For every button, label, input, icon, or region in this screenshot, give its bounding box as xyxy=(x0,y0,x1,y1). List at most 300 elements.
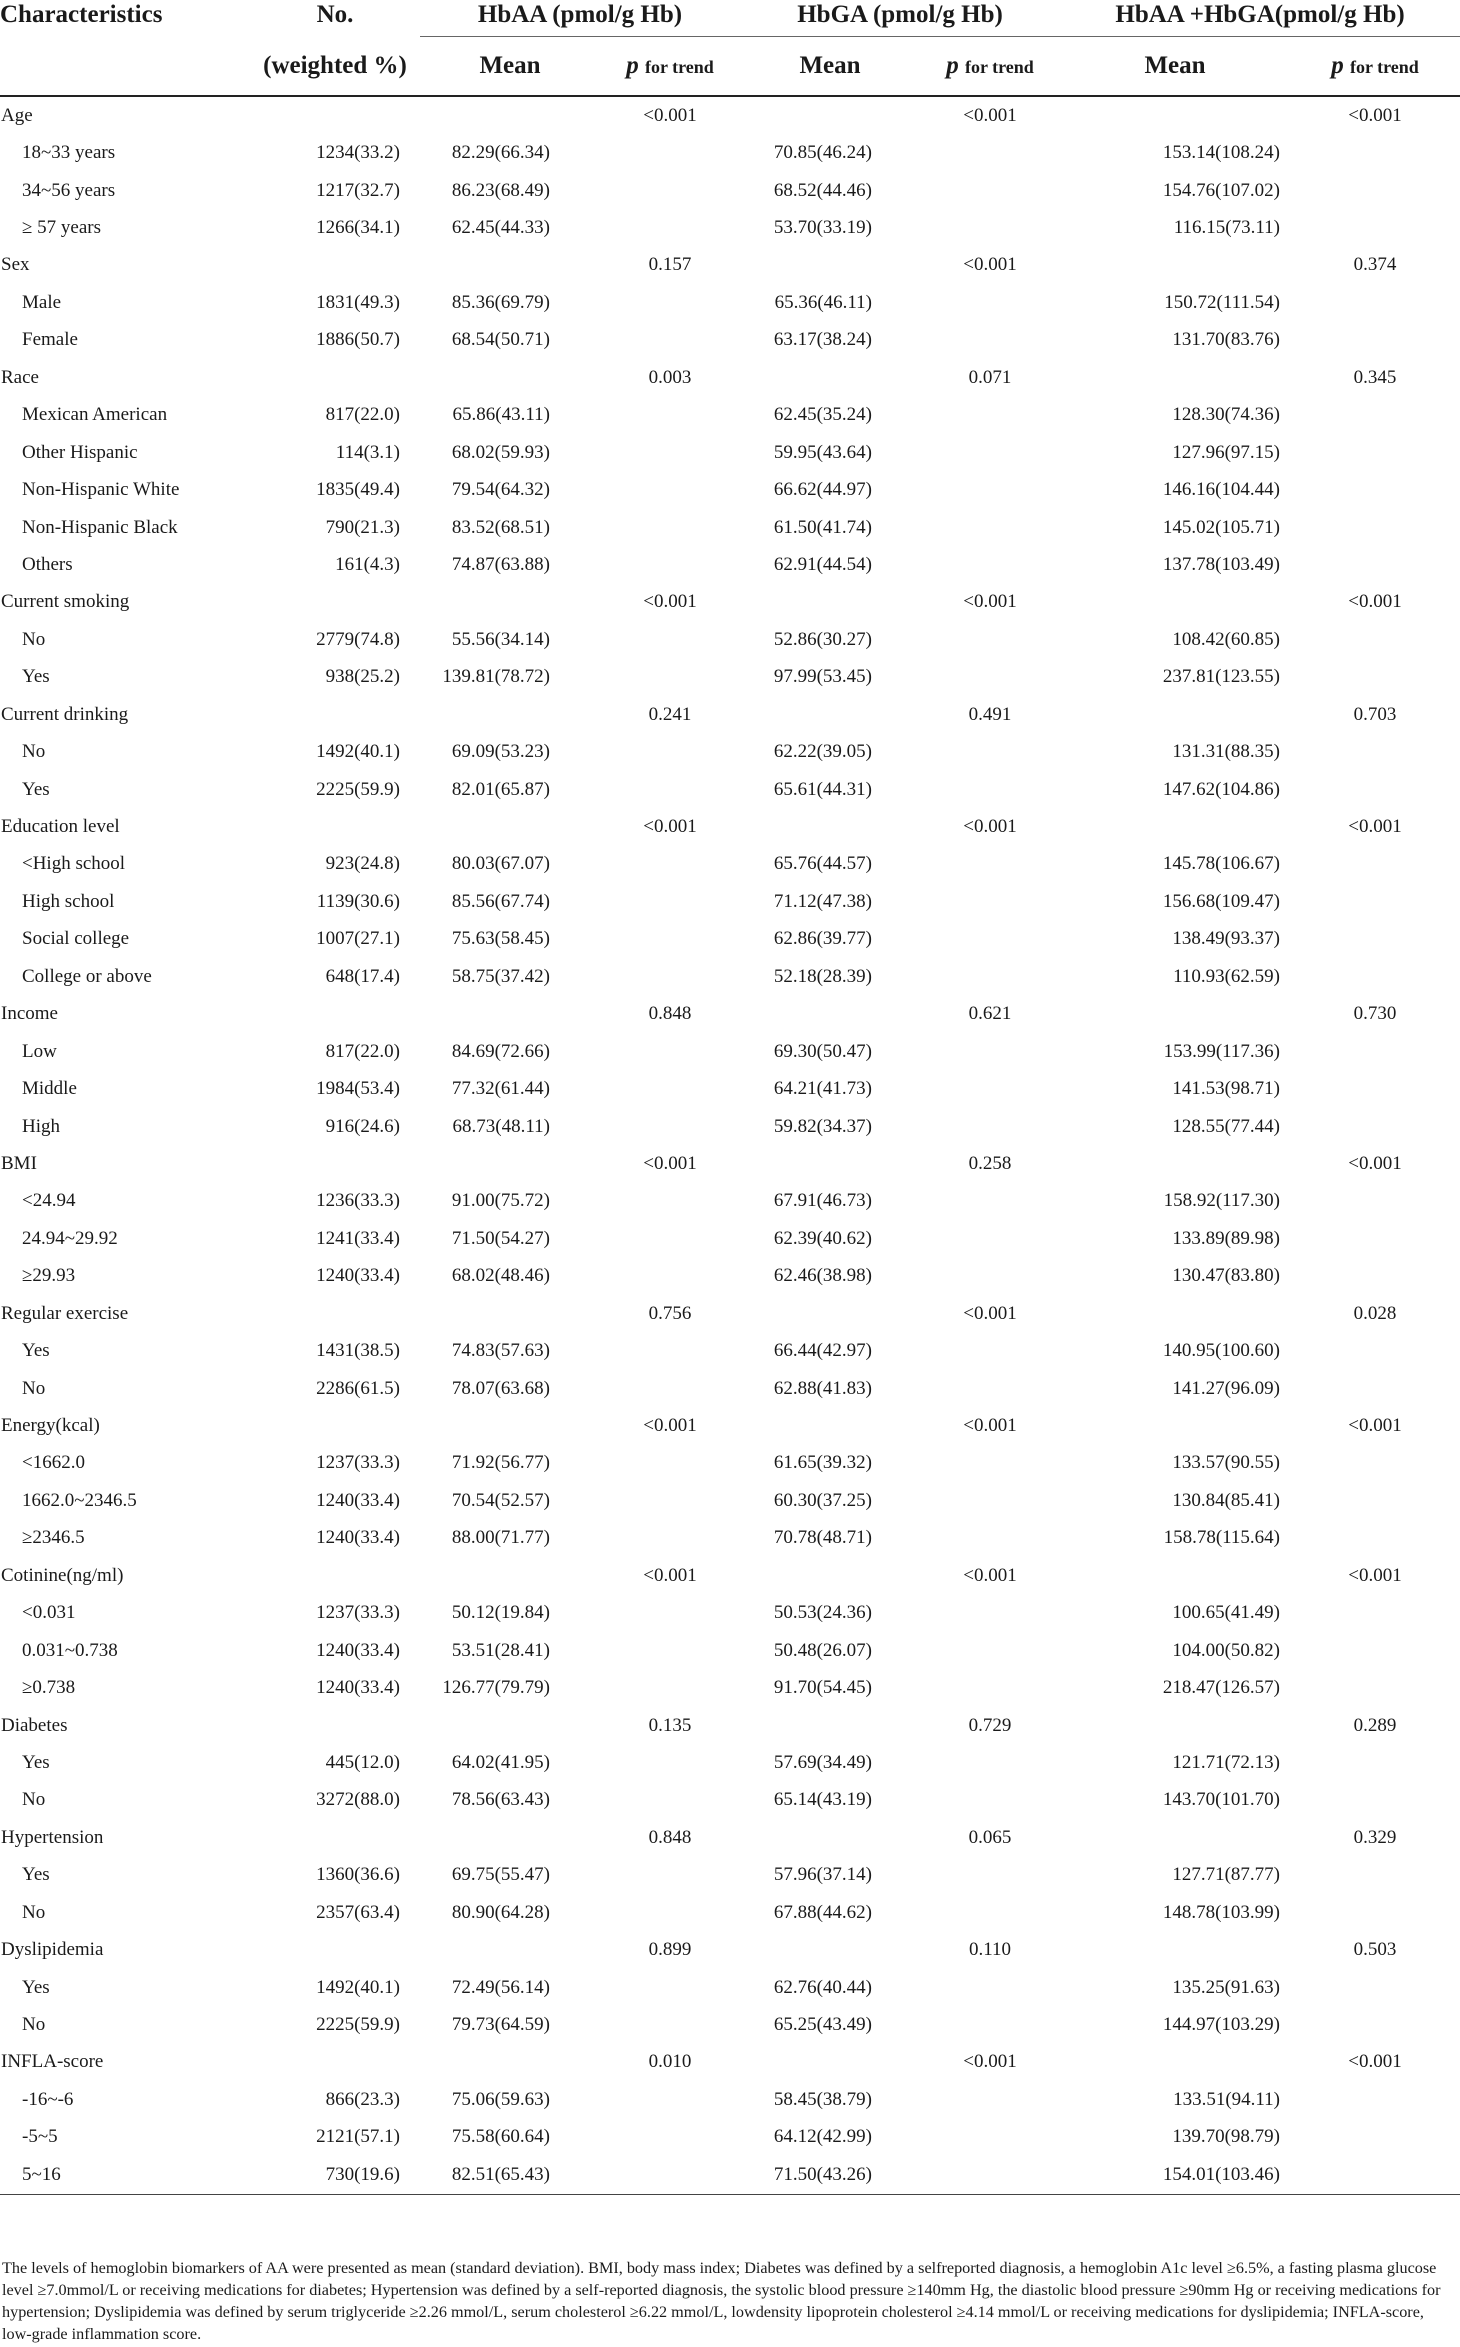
sum-p-cell xyxy=(1290,1258,1460,1295)
hbaa-p-cell xyxy=(600,1220,740,1257)
hbaa-mean-cell: 80.90(64.28) xyxy=(451,1901,550,1923)
table-row xyxy=(0,172,1460,209)
table-row xyxy=(0,958,1460,995)
sum-p-cell: <0.001 xyxy=(1348,816,1402,838)
sum-p-cell xyxy=(1290,921,1460,958)
hbga-mean-cell: 66.62(44.97) xyxy=(773,479,873,501)
sum-mean-cell: 130.47(83.80) xyxy=(1172,1265,1281,1287)
hbaa-p-cell: <0.001 xyxy=(643,1152,697,1174)
table-row xyxy=(0,1894,1460,1931)
hbaa-mean-cell: 69.09(53.23) xyxy=(451,741,550,763)
no-cell: 648(17.4) xyxy=(325,965,400,987)
header-row-1 xyxy=(0,0,1460,37)
hbaa-p-cell xyxy=(600,733,740,770)
sum-mean-cell: 127.71(87.77) xyxy=(1172,1864,1281,1886)
sum-mean-cell: 108.42(60.85) xyxy=(1172,628,1281,650)
hbga-mean-cell: 59.82(34.37) xyxy=(773,1115,873,1137)
no-cell: 1886(50.7) xyxy=(316,329,400,351)
sum-p-cell xyxy=(1290,546,1460,583)
hbga-mean-cell: 62.39(40.62) xyxy=(773,1227,873,1249)
hbga-p-cell xyxy=(920,1370,1060,1407)
hbga-p-cell: 0.065 xyxy=(968,1826,1012,1848)
hbaa-p-cell: <0.001 xyxy=(643,104,697,126)
row-label: Middle xyxy=(22,1078,77,1100)
hbga-mean-cell xyxy=(740,2044,920,2081)
no-cell xyxy=(250,584,420,621)
hbga-mean-cell: 62.86(39.77) xyxy=(773,928,873,950)
hbga-p-cell: <0.001 xyxy=(963,816,1017,838)
row-label: Current smoking xyxy=(1,591,130,613)
hbga-p-cell xyxy=(920,1520,1060,1557)
hbaa-mean-cell: 53.51(28.41) xyxy=(451,1639,550,1661)
hbga-p-cell xyxy=(920,1108,1060,1145)
no-cell xyxy=(250,1407,420,1444)
table-row xyxy=(0,921,1460,958)
hbga-mean-cell: 67.88(44.62) xyxy=(773,1901,873,1923)
hbga-mean-cell xyxy=(740,1931,920,1968)
hbga-mean-cell: 62.88(41.83) xyxy=(773,1377,873,1399)
hbaa-mean-cell: 69.75(55.47) xyxy=(451,1864,550,1886)
no-cell: 445(12.0) xyxy=(325,1751,400,1773)
table-row xyxy=(0,1332,1460,1369)
hbaa-mean-cell xyxy=(420,247,600,284)
hbaa-p-cell xyxy=(600,1520,740,1557)
sum-p-cell xyxy=(1290,1482,1460,1519)
sum-mean-cell: 153.99(117.36) xyxy=(1163,1040,1281,1062)
hbga-p-cell: 0.491 xyxy=(968,703,1012,725)
no-cell: 730(19.6) xyxy=(250,2156,420,2194)
hbaa-p-cell: 0.848 xyxy=(648,1826,692,1848)
sum-mean-cell: 154.01(103.46) xyxy=(1060,2156,1290,2194)
hbga-p-cell xyxy=(920,1033,1060,1070)
hbga-mean-cell: 70.78(48.71) xyxy=(773,1527,873,1549)
sum-p-cell xyxy=(1290,2119,1460,2156)
sum-p-cell xyxy=(1290,397,1460,434)
sum-mean-cell: 140.95(100.60) xyxy=(1162,1340,1281,1362)
hbaa-mean-cell: 65.86(43.11) xyxy=(452,404,550,426)
hbga-mean-cell: 52.86(30.27) xyxy=(773,628,873,650)
hbga-mean-cell: 66.44(42.97) xyxy=(773,1340,873,1362)
hbaa-p-cell xyxy=(600,1482,740,1519)
hbga-p-cell xyxy=(920,1482,1060,1519)
hbga-p-cell xyxy=(920,883,1060,920)
hbaa-p-cell xyxy=(600,921,740,958)
hbga-p-cell xyxy=(920,958,1060,995)
table-row xyxy=(0,434,1460,471)
no-cell: 2779(74.8) xyxy=(316,628,400,650)
row-label: <0.031 xyxy=(22,1602,76,1624)
sum-p-cell: 0.028 xyxy=(1353,1302,1397,1324)
hbga-mean-cell: 65.36(46.11) xyxy=(774,291,873,313)
hbaa-mean-cell xyxy=(420,1707,600,1744)
hbaa-p-header xyxy=(600,37,740,97)
hbaa-p-cell: 0.003 xyxy=(648,366,692,388)
hbga-mean-cell xyxy=(740,996,920,1033)
row-label: Mexican American xyxy=(22,404,168,426)
hbga-p-cell xyxy=(920,921,1060,958)
hbga-p-cell xyxy=(920,1782,1060,1819)
no-cell: 1217(32.7) xyxy=(316,179,400,201)
hbga-mean-cell: 91.70(54.45) xyxy=(773,1677,873,1699)
hbga-p-header xyxy=(920,37,1060,97)
row-label: Yes xyxy=(22,778,50,800)
no-cell: 3272(88.0) xyxy=(316,1789,400,1811)
hbaa-mean-cell xyxy=(420,1819,600,1856)
sum-mean-cell xyxy=(1060,1707,1290,1744)
row-label: ≥0.738 xyxy=(22,1677,76,1699)
hbga-p-cell xyxy=(920,2119,1060,2156)
no-cell xyxy=(250,996,420,1033)
hbaa-p-cell xyxy=(600,621,740,658)
sum-p-cell xyxy=(1290,1183,1460,1220)
hbga-p-cell xyxy=(920,1445,1060,1482)
hbaa-p-cell: 0.010 xyxy=(648,2051,692,2073)
hbaa-mean-cell: 82.29(66.34) xyxy=(451,142,550,164)
hbaa-mean-cell xyxy=(420,1295,600,1332)
hbga-mean-cell: 50.53(24.36) xyxy=(773,1602,873,1624)
no-cell: 1492(40.1) xyxy=(316,1976,400,1998)
sum-mean-cell: 121.71(72.13) xyxy=(1172,1751,1281,1773)
sum-mean-cell: 128.30(74.36) xyxy=(1172,404,1281,426)
hbaa-mean-cell: 77.32(61.44) xyxy=(451,1078,550,1100)
sum-mean-cell: 147.62(104.86) xyxy=(1162,778,1281,800)
empty-header xyxy=(0,37,250,97)
sum-p-cell: 0.289 xyxy=(1353,1714,1397,1736)
hbga-mean-cell: 65.61(44.31) xyxy=(773,778,873,800)
no-cell: 1237(33.3) xyxy=(316,1602,400,1624)
row-label: No xyxy=(22,2014,46,2036)
hbaa-mean-cell xyxy=(420,808,600,845)
hbaa-mean-cell: 78.07(63.68) xyxy=(451,1377,550,1399)
hbaa-p-cell xyxy=(600,1632,740,1669)
no-cell xyxy=(250,359,420,396)
table-row xyxy=(0,2119,1460,2156)
hbga-p-cell xyxy=(920,1632,1060,1669)
table-row xyxy=(0,1819,1460,1856)
hbga-mean-cell xyxy=(740,1295,920,1332)
sum-mean-cell: 237.81(123.55) xyxy=(1162,666,1281,688)
sum-mean-cell: 100.65(41.49) xyxy=(1172,1602,1281,1624)
no-cell xyxy=(250,96,420,134)
hbga-mean-cell: 64.21(41.73) xyxy=(773,1078,873,1100)
hbga-mean-cell: 53.70(33.19) xyxy=(773,217,873,239)
hbga-p-cell xyxy=(920,1894,1060,1931)
sum-p-cell xyxy=(1290,1744,1460,1781)
table-row xyxy=(0,1258,1460,1295)
no-cell: 2121(57.1) xyxy=(316,2126,400,2148)
hbaa-p-cell xyxy=(600,209,740,246)
row-label: Non-Hispanic Black xyxy=(22,516,178,538)
table-row xyxy=(0,359,1460,396)
hbaa-p-cell xyxy=(600,771,740,808)
row-label: Yes xyxy=(22,1340,50,1362)
hbga-p-cell xyxy=(920,546,1060,583)
table-row xyxy=(0,509,1460,546)
hbaa-mean-cell: 80.03(67.07) xyxy=(451,853,550,875)
hbga-mean-cell: 62.45(35.24) xyxy=(773,404,873,426)
sum-p-cell xyxy=(1290,322,1460,359)
sum-p-cell xyxy=(1290,659,1460,696)
hbga-p-cell: <0.001 xyxy=(963,591,1017,613)
hbaa-mean-cell: 72.49(56.14) xyxy=(451,1976,550,1998)
hbaa-mean-cell: 62.45(44.33) xyxy=(451,217,550,239)
hbaa-header: HbAA (pmol/g Hb) xyxy=(420,0,740,37)
table-row xyxy=(0,1669,1460,1706)
header-row-2 xyxy=(0,37,1460,97)
sum-mean-cell: 116.15(73.11) xyxy=(1173,217,1281,239)
sum-mean-cell xyxy=(1060,808,1290,845)
sum-mean-cell xyxy=(1060,1295,1290,1332)
table-row xyxy=(0,247,1460,284)
hbga-mean-cell xyxy=(740,808,920,845)
hbaa-mean-cell: 86.23(68.49) xyxy=(451,179,550,201)
table-footnote: The levels of hemoglobin biomarkers of AA were presented as mean (standard deviation). BMI, body mass index; Diabetes was defined by a selfreported diagnosis, a hemoglobin A1c level ≥6.5%, a fasting plasma glucose level ≥7.0mmol/L or receiving medications for diabetes; Hypertension was defined by a self-reported diagnosis, the systolic blood pressure ≥140mm Hg, the diastolic blood pressure ≥90mm Hg or receiving medications for hypertension; Dyslipidemia was defined by serum triglyceride ≥2.26 mmol/L, serum cholesterol ≥6.22 mmol/L, lowdensity lipoprotein cholesterol ≥4.14 mmol/L or receiving medications for dyslipidemia; INFLA-score, low-grade inflammation score. xyxy=(2,2259,1441,2343)
no-cell: 1831(49.3) xyxy=(316,291,400,313)
hbga-p-cell xyxy=(920,1669,1060,1706)
sum-mean-cell xyxy=(1060,2044,1290,2081)
hbaa-p-cell xyxy=(600,1108,740,1145)
sum-p-cell xyxy=(1290,509,1460,546)
table-row xyxy=(0,1220,1460,1257)
sum-mean-cell: 139.70(98.79) xyxy=(1172,2126,1281,2148)
sum-p-cell xyxy=(1290,434,1460,471)
row-label: ≥ 57 years xyxy=(22,217,102,239)
sum-p-cell xyxy=(1290,621,1460,658)
hbaa-p-cell: 0.848 xyxy=(648,1003,692,1025)
hbaa-p-cell xyxy=(600,397,740,434)
table-row xyxy=(0,1744,1460,1781)
table-row xyxy=(0,546,1460,583)
hbaa-p-cell xyxy=(600,1070,740,1107)
table-row xyxy=(0,1445,1460,1482)
no-cell xyxy=(250,2044,420,2081)
sum-p-cell: <0.001 xyxy=(1348,104,1402,126)
hbaa-mean-header: Mean xyxy=(420,37,600,97)
characteristics-header: Characteristics xyxy=(0,1,163,28)
sum-mean-cell xyxy=(1060,96,1290,134)
hbaa-p-cell: 0.135 xyxy=(648,1714,692,1736)
hbga-mean-cell: 65.14(43.19) xyxy=(773,1789,873,1811)
sum-mean-cell xyxy=(1060,359,1290,396)
row-label: No xyxy=(22,1901,46,1923)
sum-p-cell: <0.001 xyxy=(1348,591,1402,613)
no-cell: 2225(59.9) xyxy=(316,2014,400,2036)
hbaa-mean-cell: 139.81(78.72) xyxy=(442,666,550,688)
sum-mean-cell: 148.78(103.99) xyxy=(1162,1901,1281,1923)
table-row xyxy=(0,322,1460,359)
hbaa-mean-cell: 71.50(54.27) xyxy=(451,1227,550,1249)
hbaa-mean-cell: 82.51(65.43) xyxy=(420,2156,600,2194)
row-label: 5~16 xyxy=(0,2156,250,2194)
no-cell: 938(25.2) xyxy=(325,666,400,688)
no-cell: 1360(36.6) xyxy=(316,1864,400,1886)
no-cell: 1240(33.4) xyxy=(316,1489,400,1511)
hbga-mean-cell xyxy=(740,1819,920,1856)
hbga-mean-cell: 64.12(42.99) xyxy=(773,2126,873,2148)
row-label: Education level xyxy=(1,816,120,838)
hbga-mean-cell: 70.85(46.24) xyxy=(773,142,873,164)
sum-mean-cell xyxy=(1060,696,1290,733)
no-cell xyxy=(250,1707,420,1744)
hbaa-p-cell xyxy=(600,1258,740,1295)
hbga-mean-cell: 67.91(46.73) xyxy=(773,1190,873,1212)
for-trend-label: for trend xyxy=(644,56,714,77)
no-cell: 2225(59.9) xyxy=(316,778,400,800)
sum-mean-cell: 133.89(89.98) xyxy=(1172,1227,1281,1249)
hbga-p-cell: 0.071 xyxy=(968,366,1012,388)
no-cell: 817(22.0) xyxy=(325,1040,400,1062)
hbaa-mean-cell: 74.87(63.88) xyxy=(451,553,550,575)
sum-p-cell xyxy=(1290,1370,1460,1407)
sum-p-cell xyxy=(1290,883,1460,920)
no-cell: 1139(30.6) xyxy=(316,890,400,912)
hbaa-hbga-header: HbAA +HbGA(pmol/g Hb) xyxy=(1060,0,1460,37)
row-label: Energy(kcal) xyxy=(1,1415,100,1437)
no-cell: 1236(33.3) xyxy=(316,1190,400,1212)
row-label: Current drinking xyxy=(1,703,129,725)
no-cell: 916(24.6) xyxy=(325,1115,400,1137)
sum-p-cell xyxy=(1290,2006,1460,2043)
sum-p-cell xyxy=(1290,1595,1460,1632)
no-cell: 817(22.0) xyxy=(325,404,400,426)
hbga-mean-cell xyxy=(740,1707,920,1744)
hbga-p-cell xyxy=(920,733,1060,770)
table-row xyxy=(0,1295,1460,1332)
sum-p-cell xyxy=(1290,1969,1460,2006)
hbga-p-cell: <0.001 xyxy=(963,1564,1017,1586)
hbga-mean-cell: 50.48(26.07) xyxy=(773,1639,873,1661)
sum-p-cell: 0.730 xyxy=(1353,1003,1397,1025)
table-row xyxy=(0,471,1460,508)
no-cell: 1492(40.1) xyxy=(316,741,400,763)
no-cell: 1234(33.2) xyxy=(316,142,400,164)
table-row xyxy=(0,1407,1460,1444)
row-label: Income xyxy=(1,1003,58,1025)
no-cell: 790(21.3) xyxy=(325,516,400,538)
no-cell: 1835(49.4) xyxy=(316,479,400,501)
hbga-p-cell xyxy=(920,1332,1060,1369)
hbaa-mean-cell xyxy=(420,996,600,1033)
hbaa-p-cell xyxy=(600,659,740,696)
sum-mean-cell: 127.96(97.15) xyxy=(1172,441,1281,463)
hbga-mean-cell: 59.95(43.64) xyxy=(773,441,873,463)
no-cell: 1240(33.4) xyxy=(316,1639,400,1661)
hbga-mean-cell: 71.12(47.38) xyxy=(773,890,873,912)
sum-mean-cell: 141.53(98.71) xyxy=(1172,1078,1281,1100)
no-cell: 161(4.3) xyxy=(335,553,400,575)
sum-p-cell xyxy=(1290,1669,1460,1706)
row-label: Dyslipidemia xyxy=(1,1939,104,1961)
row-label: -16~-6 xyxy=(22,2088,74,2110)
table-row xyxy=(0,2006,1460,2043)
hbaa-mean-cell: 88.00(71.77) xyxy=(451,1527,550,1549)
sum-mean-cell xyxy=(1060,1145,1290,1182)
sum-mean-cell: 154.76(107.02) xyxy=(1162,179,1281,201)
hbaa-p-cell xyxy=(600,958,740,995)
hbaa-p-cell xyxy=(600,1857,740,1894)
hbga-p-cell xyxy=(920,1183,1060,1220)
sum-p-cell: <0.001 xyxy=(1348,1564,1402,1586)
hbaa-p-cell: <0.001 xyxy=(643,1564,697,1586)
hbaa-mean-cell: 70.54(52.57) xyxy=(451,1489,550,1511)
sum-p-cell xyxy=(1290,1070,1460,1107)
hbga-mean-cell: 61.50(41.74) xyxy=(773,516,873,538)
sum-mean-cell: 131.31(88.35) xyxy=(1172,741,1281,763)
hbga-p-cell xyxy=(920,2156,1060,2194)
hbaa-p-cell xyxy=(600,1033,740,1070)
no-cell: 1240(33.4) xyxy=(316,1527,400,1549)
hbaa-mean-cell: 68.02(59.93) xyxy=(451,441,550,463)
table-row xyxy=(0,1520,1460,1557)
hbga-p-cell: <0.001 xyxy=(963,2051,1017,2073)
hbaa-p-cell xyxy=(600,1445,740,1482)
hbga-mean-cell: 97.99(53.45) xyxy=(773,666,873,688)
hbaa-p-cell xyxy=(600,434,740,471)
hbga-p-cell xyxy=(920,2081,1060,2118)
hbaa-mean-cell: 75.58(60.64) xyxy=(451,2126,550,2148)
hbaa-p-cell xyxy=(600,2119,740,2156)
hbaa-mean-cell: 58.75(37.42) xyxy=(451,965,550,987)
table-row xyxy=(0,621,1460,658)
hbga-p-cell xyxy=(920,771,1060,808)
sum-p-cell xyxy=(1290,2156,1460,2194)
no-cell: 1240(33.4) xyxy=(316,1677,400,1699)
hbaa-mean-cell: 82.01(65.87) xyxy=(451,778,550,800)
row-label: No xyxy=(22,741,46,763)
row-label: 0.031~0.738 xyxy=(22,1639,118,1661)
no-cell xyxy=(250,808,420,845)
sum-p-cell xyxy=(1290,1632,1460,1669)
table-row xyxy=(0,1931,1460,1968)
hbaa-mean-cell xyxy=(420,696,600,733)
sum-p-cell xyxy=(1290,1520,1460,1557)
row-label: 24.94~29.92 xyxy=(22,1227,118,1249)
table-row xyxy=(0,1557,1460,1594)
no-cell: 1237(33.3) xyxy=(316,1452,400,1474)
row-label: Female xyxy=(22,329,78,351)
hbga-p-cell xyxy=(920,172,1060,209)
hbaa-mean-cell: 126.77(79.79) xyxy=(442,1677,550,1699)
row-label: Others xyxy=(22,553,73,575)
sum-mean-cell: 153.14(108.24) xyxy=(1162,142,1281,164)
sum-p-cell xyxy=(1290,471,1460,508)
hbga-mean-cell: 52.18(28.39) xyxy=(773,965,873,987)
sum-p-cell xyxy=(1290,1445,1460,1482)
hbaa-mean-cell: 85.56(67.74) xyxy=(451,890,550,912)
hbga-p-cell xyxy=(920,134,1060,171)
hbga-p-cell: <0.001 xyxy=(963,1415,1017,1437)
hbaa-p-cell xyxy=(600,1332,740,1369)
sum-p-cell xyxy=(1290,284,1460,321)
hbaa-mean-cell: 64.02(41.95) xyxy=(451,1751,550,1773)
hbaa-mean-cell: 71.92(56.77) xyxy=(451,1452,550,1474)
hbaa-p-cell: 0.157 xyxy=(648,254,692,276)
sum-p-cell: 0.503 xyxy=(1353,1939,1397,1961)
hbaa-mean-cell: 85.36(69.79) xyxy=(451,291,550,313)
hbga-mean-cell: 63.17(38.24) xyxy=(773,329,873,351)
sum-p-cell xyxy=(1290,1894,1460,1931)
row-label: 34~56 years xyxy=(22,179,116,201)
sum-mean-cell: 128.55(77.44) xyxy=(1172,1115,1281,1137)
hbga-mean-cell: 62.46(38.98) xyxy=(773,1265,873,1287)
p-symbol: p xyxy=(946,51,959,79)
hbaa-p-cell xyxy=(600,172,740,209)
sum-p-cell xyxy=(1290,172,1460,209)
row-label: Other Hispanic xyxy=(22,441,138,463)
table-row xyxy=(0,1482,1460,1519)
row-label: <High school xyxy=(22,853,126,875)
table-row xyxy=(0,733,1460,770)
